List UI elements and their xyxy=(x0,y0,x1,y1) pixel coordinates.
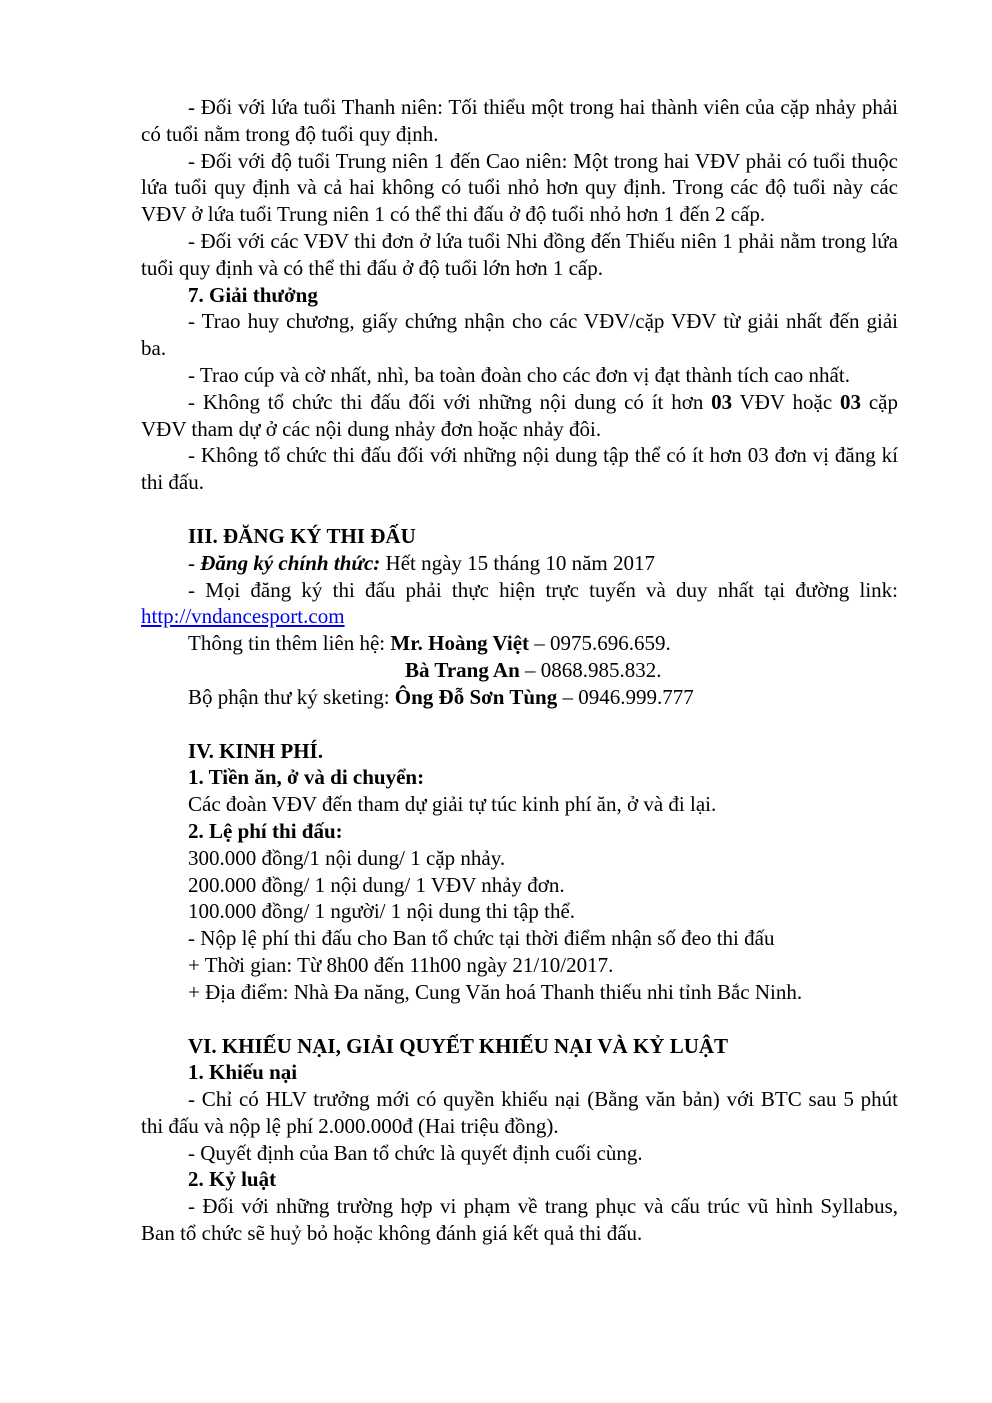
registration-official-value: Hết ngày 15 tháng 10 năm 2017 xyxy=(380,550,655,575)
awards-item-3-count-b: 03 xyxy=(840,389,862,414)
secretary-label: Bộ phận thư ký sketing: xyxy=(188,684,395,709)
awards-item-3 xyxy=(141,389,898,443)
funding-sub-1: 1. Tiền ăn, ở và di chuyển: xyxy=(188,765,425,790)
awards-item-3-a: - Không tổ chức thi đấu đối với những nội dung có ít hơn xyxy=(188,389,712,414)
secretary-name: Ông Đỗ Sơn Tùng xyxy=(394,684,558,709)
funding-heading: IV. KINH PHÍ. xyxy=(188,738,323,763)
spacer xyxy=(141,496,898,523)
funding-sub-1-text: Các đoàn VĐV đến tham dự giải tự túc kinh phí ăn, ở và đi lại. xyxy=(188,792,717,817)
registration-link[interactable]: http://vndancesport.com xyxy=(141,604,345,629)
fee-pay: - Nộp lệ phí thi đấu cho Ban tổ chức tại thời điểm nhận số đeo thi đấu xyxy=(188,926,775,951)
registration-online xyxy=(141,577,898,631)
contact-2-phone: – 0868.985.832. xyxy=(519,657,662,682)
complaints-item-2: - Quyết định của Ban tổ chức là quyết định cuối cùng. xyxy=(188,1140,643,1165)
contact-1-phone: – 0975.696.659. xyxy=(529,631,671,656)
eligibility-youth: - Đối với lứa tuổi Thanh niên: Tối thiểu một trong hai thành viên của cặp nhảy phải có tuổi nằm trong độ tuổi quy định. xyxy=(141,95,898,146)
document-page xyxy=(141,94,898,1247)
complaints-sub-1: 1. Khiếu nại xyxy=(188,1060,298,1085)
awards-heading: 7. Giải thưởng xyxy=(188,282,318,307)
fee-3: 100.000 đồng/ 1 người/ 1 nội dung thi tập thể. xyxy=(188,899,576,924)
fee-place: + Địa điểm: Nhà Đa năng, Cung Văn hoá Thanh thiếu nhi tỉnh Bắc Ninh. xyxy=(188,979,803,1004)
fee-time: + Thời gian: Từ 8h00 đến 11h00 ngày 21/10/2017. xyxy=(188,952,614,977)
registration-contact-2 xyxy=(141,657,898,684)
contact-label: Thông tin thêm liên hệ: xyxy=(188,631,391,656)
registration-official-label: Đăng ký chính thức: xyxy=(200,550,381,575)
awards-item-2: - Trao cúp và cờ nhất, nhì, ba toàn đoàn cho các đơn vị đạt thành tích cao nhất. xyxy=(188,362,850,387)
awards-item-4: - Không tổ chức thi đấu đối với những nội dung tập thể có ít hơn 03 đơn vị đăng kí thi đấu. xyxy=(141,443,898,495)
awards-item-3-c: VĐV hoặc xyxy=(732,389,841,414)
complaints-heading: VI. KHIẾU NẠI, GIẢI QUYẾT KHIẾU NẠI VÀ KỶ LUẬT xyxy=(188,1033,729,1058)
fee-1: 300.000 đồng/1 nội dung/ 1 cặp nhảy. xyxy=(188,845,506,870)
funding-sub-2: 2. Lệ phí thi đấu: xyxy=(188,818,343,843)
fee-2: 200.000 đồng/ 1 nội dung/ 1 VĐV nhảy đơn. xyxy=(188,872,565,897)
registration-heading: III. ĐĂNG KÝ THI ĐẤU xyxy=(188,523,416,548)
complaints-item-3: - Đối với những trường hợp vi phạm về trang phục và cấu trúc vũ hình Syllabus, Ban tổ chức sẽ huỷ bỏ hoặc không đánh giá kết quả thi đấu. xyxy=(141,1194,898,1246)
awards-item-3-e: cặp VĐV tham dự ở các nội dung nhảy đơn hoặc nhảy đôi. xyxy=(141,389,898,441)
spacer xyxy=(141,711,898,738)
contact-2-name: Bà Trang An xyxy=(405,657,520,682)
eligibility-solo: - Đối với các VĐV thi đơn ở lứa tuổi Nhi đồng đến Thiếu niên 1 phải nằm trong lứa tuổi quy định và có thể thi đấu ở độ tuổi lớn hơn 1 cấp. xyxy=(141,228,898,280)
complaints-sub-2: 2. Kỷ luật xyxy=(188,1167,277,1192)
awards-item-3-count-a: 03 xyxy=(711,389,733,414)
registration-secretary xyxy=(141,684,898,711)
registration-online-text: - Mọi đăng ký thi đấu phải thực hiện trực tuyến và duy nhất tại đường link: xyxy=(188,577,898,602)
spacer xyxy=(141,1006,898,1033)
secretary-phone: – 0946.999.777 xyxy=(557,684,694,709)
eligibility-middle-age: - Đối với độ tuổi Trung niên 1 đến Cao niên: Một trong hai VĐV phải có tuổi thuộc lứa tuổi quy định và cả hai không có tuổi nhỏ hơn quy định. Trong các độ tuổi này các VĐV ở lứa tuổi Trung niên 1 có thể thi đấu ở độ tuổi nhỏ hơn 1 đến 2 cấp. xyxy=(141,148,898,227)
complaints-item-1: - Chỉ có HLV trưởng mới có quyền khiếu nại (Bằng văn bản) với BTC sau 5 phút thi đấu và nộp lệ phí 2.000.000đ (Hai triệu đồng). xyxy=(141,1087,898,1138)
awards-item-1: - Trao huy chương, giấy chứng nhận cho các VĐV/cặp VĐV từ giải nhất đến giải ba. xyxy=(141,309,898,361)
registration-official xyxy=(141,550,898,577)
registration-official-dash: - xyxy=(188,550,201,575)
registration-contact xyxy=(141,630,898,657)
contact-1-name: Mr. Hoàng Việt xyxy=(390,631,530,656)
